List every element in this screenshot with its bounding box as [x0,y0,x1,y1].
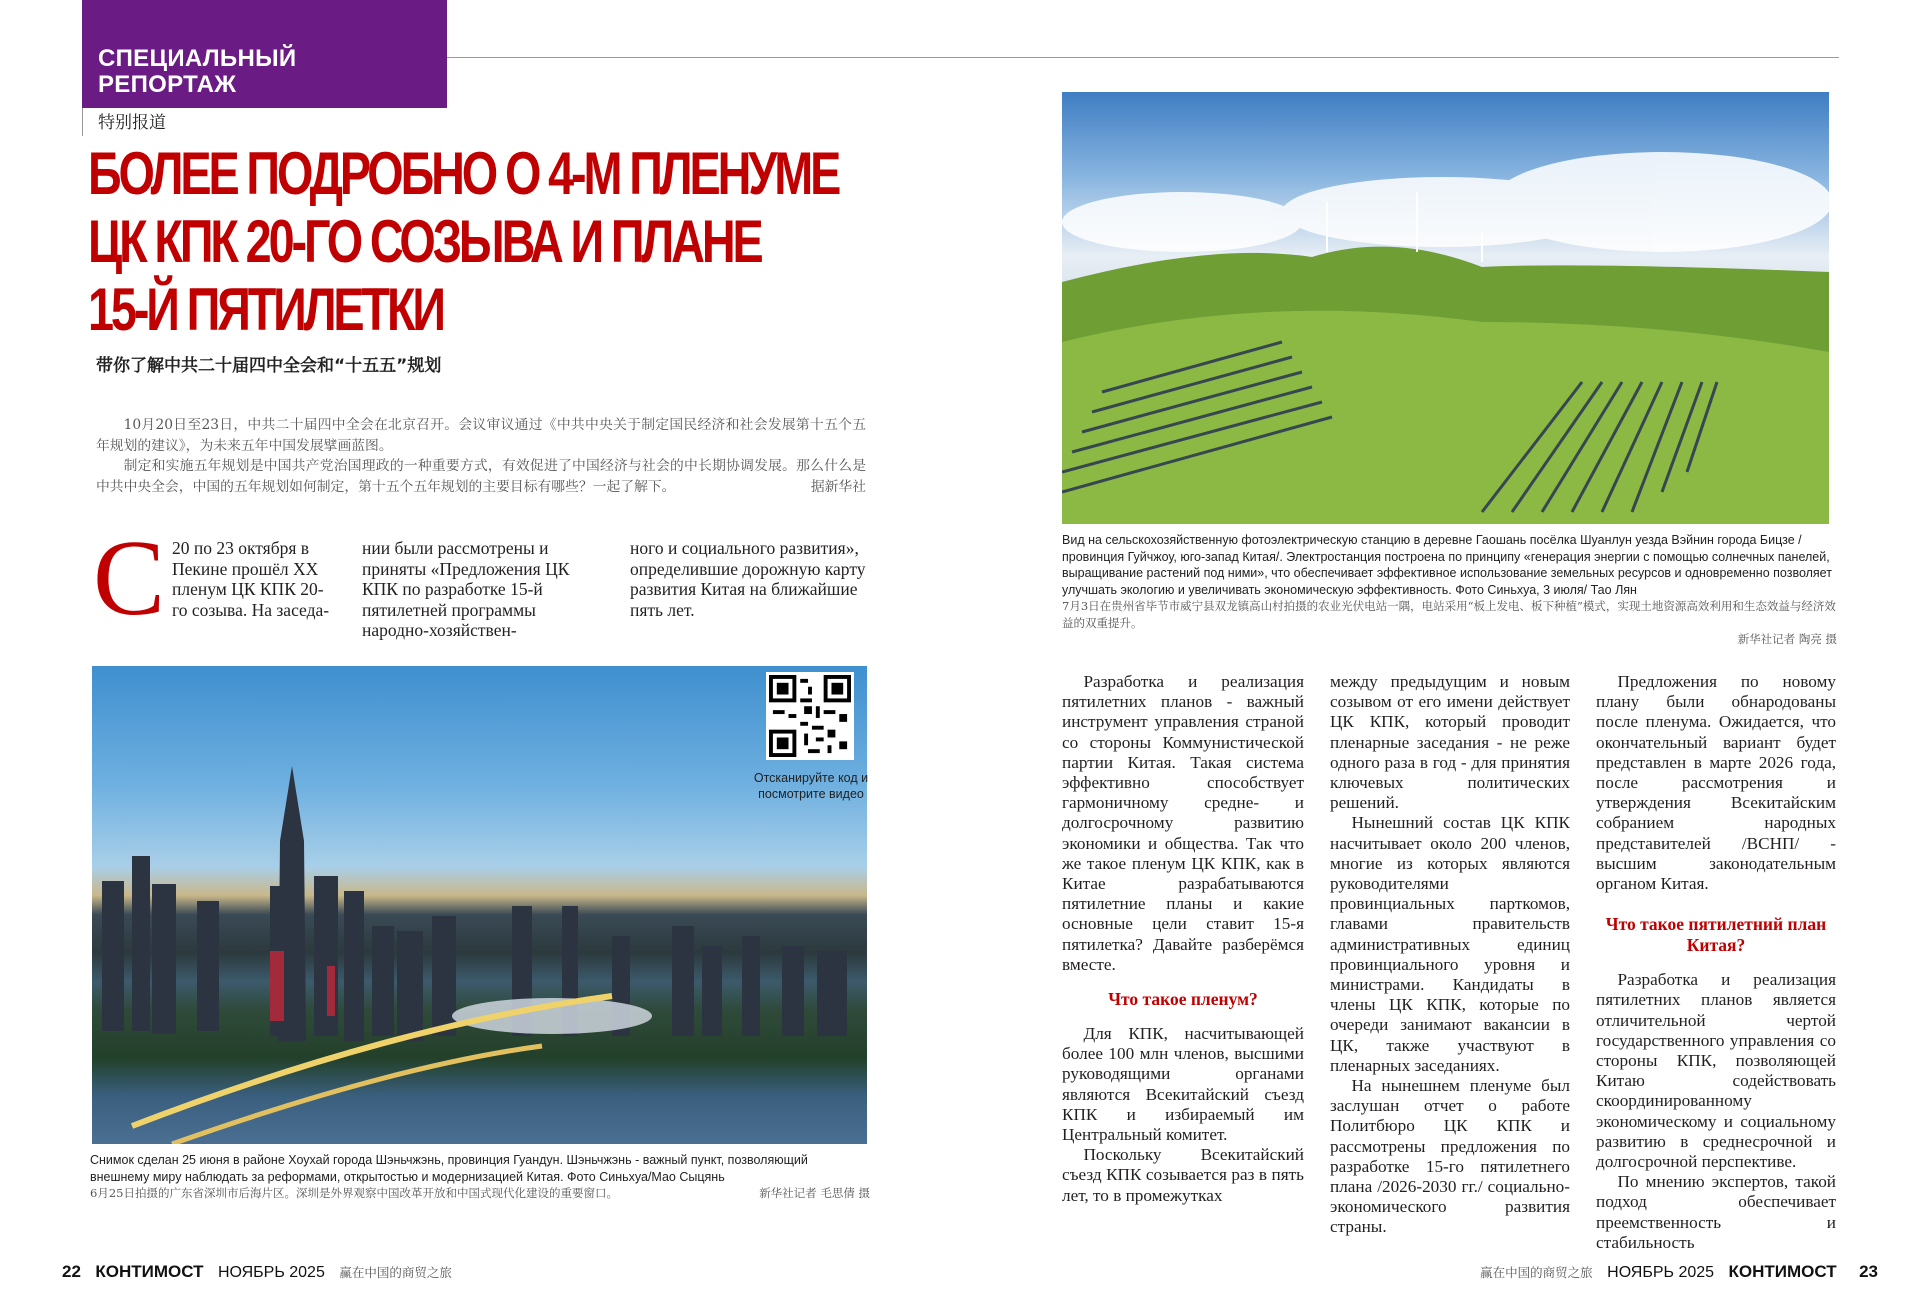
page-number: 22 [62,1262,81,1281]
lead-column-3: ного и социального развития», определившие дорожную карту развития Китая на ближайшие пять лет. [630,538,866,620]
section-label [98,46,296,98]
intro-cn-paragraph: 10月20日至23日，中共二十届四中全会在北京召开。会议审议通过《中共中央关于制定国民经济和社会发展第十五个五年规划的建议》，为未来五年中国发展擘画蓝图。 [96,417,866,454]
body-paragraph: Разработка и реализация пятилетних планов - важный инструмент управления страной со стороны Коммунистической партии Китая. Такая система эффективно способствует гармоничному средне- и долгосрочному развитию экономики и общества. Так что же такое пленум ЦК КПК, как в Китае разрабатываются пятилетние планы и какие основные цели ставит 15-я пятилетка? Давайте разберёмся вместе. [1062,672,1304,974]
intro-cn-text: 制定和实施五年规划是中国共产党治国理政的一种重要方式，有效促进了中国经济与社会的中长期协调发展。那么什么是中共中央全会，中国的五年规划如何制定，第十五个五年规划的主要目标有哪些？一起了解下。 [96,458,866,495]
body-column-1 [1062,672,1304,1206]
body-paragraph: между предыдущим и новым созывом от его имени действует ЦК КПК, который проводит пленарные заседания - не реже одного раза в год - для принятия ключевых политических решений. [1330,672,1570,813]
intro-cn [96,415,866,497]
body-paragraph: Разработка и реализация пятилетних планов является отличительной чертой государственного управления со стороны КПК, позволяющей Китаю содействовать скоординированному экономическому и социальному развитию в среднесрочной и долгосрочной перспективе. [1596,970,1836,1172]
qr-code[interactable] [766,672,854,760]
headline-line: ЦК КПК 20-ГО СОЗЫВА И ПЛАНЕ [88,208,761,275]
caption-ru: Вид на сельскохозяйственную фотоэлектрическую станцию в деревне Гаошань посёлка Шуанлун уезда Вэйнин города Бицзе /провинция Гуйчжоу, юго-запад Китая/. Электростанция построена по принципу «генерация энергии с помощью солнечных панелей, выращивание растений под ними», что обеспечивает эффективное использование земельных ресурсов и одновременно позволяет улучшать экологию и увеличивать экономическую эффективность. Фото Синьхуа, 3 июля/ Тао Лян [1062,533,1832,597]
photo-left-caption [90,1152,870,1202]
body-paragraph: На нынешнем пленуме был заслушан отчет о работе Политбюро ЦК КПК и рассмотрены предложения по разработке 15-го пятилетнего плана /2026-2030 гг./ социально-экономического развития страны. [1330,1076,1570,1237]
lead-column-2: нии были рассмотрены и приняты «Предложения ЦК КПК по разработке 15-й пятилетней программы народно-хозяйствен- [362,538,570,640]
section-divider [82,108,83,136]
caption-cn [90,1185,870,1202]
magazine-brand: КОНТИМОСТ [1728,1262,1837,1281]
body-paragraph: Нынешний состав ЦК КПК насчитывает около 200 членов, многие из которых являются руководителями провинциальных парткомов, главами правительств административных единиц провинциального уровня и министрами. Кандидаты в члены ЦК КПК, которые по очереди занимают вакансии в ЦК, также участвуют в пленарных заседаниях. [1330,813,1570,1075]
body-paragraph: По мнению экспертов, такой подход обеспечивает преемственность и стабильность [1596,1172,1836,1252]
headline-line: БОЛЕЕ ПОДРОБНО О 4-М ПЛЕНУМЕ [88,140,839,207]
intro-source: 据新华社 [810,478,866,495]
slogan-cn: 赢在中国的商贸之旅 [1480,1265,1593,1280]
section-label-line1: СПЕЦИАЛЬНЫЙ [98,45,297,72]
body-paragraph: Предложения по новому плану были обнародованы после пленума. Ожидается, что окончательный вариант будет представлен в марте 2026 года, после рассмотрения и утверждения Всекитайским собранием народных представителей /ВСНП/ - высшим законодательным органом Китая. [1596,672,1836,894]
solar-farm-illustration [1062,92,1829,524]
photo-shenzhen-skyline [92,666,867,1144]
body-column-3 [1596,672,1836,1253]
section-label-cn: 特别报道 [98,113,166,133]
subheading: Что такое пленум? [1108,989,1258,1010]
headline [88,140,839,344]
headline-line: 15-Й ПЯТИЛЕТКИ [88,276,443,343]
issue-date: НОЯБРЬ 2025 [1607,1264,1715,1281]
drop-cap: С [93,519,166,638]
photo-solar-farm [1062,92,1829,524]
body-column-2 [1330,672,1570,1238]
slogan-cn: 赢在中国的商贸之旅 [339,1265,452,1280]
photo-credit: 新华社记者 陶亮 摄 [1737,632,1837,646]
photo-credit: 新华社记者 毛思倩 摄 [759,1186,870,1200]
subtitle-cn: 带你了解中共二十届四中全会和“十五五”规划 [96,356,442,376]
subheading: Что такое пятилетний план Китая? [1605,914,1827,956]
body-paragraph: Для КПК, насчитывающей более 100 млн членов, высшими руководящими органами являются Всекитайский съезд КПК и избираемый им Центральный комитет. [1062,1024,1304,1145]
caption-ru: Снимок сделан 25 июня в районе Хоухай города Шэньчжэнь, провинция Гуандун. Шэньчжэнь - важный пункт, позволяющий внешнему миру наблюдать за реформами, открытостью и модернизацией Китая. Фото Синьхуа/Мао Сыцянь [90,1153,808,1184]
caption-cn-text: 6月25日拍摄的广东省深圳市后海片区。深圳是外界观察中国改革开放和中国式现代化建设的重要窗口。 [90,1186,618,1200]
body-paragraph: Поскольку Всекитайский съезд КПК созывается раз в пять лет, то в промежутках [1062,1145,1304,1205]
page-number: 23 [1859,1262,1878,1281]
lead-column-1: 20 по 23 октября в Пекине прошёл XX пленум ЦК КПК 20-го созыва. На заседа- [172,538,330,620]
section-label-line2: РЕПОРТАЖ [98,71,237,98]
qr-label: Отсканируйте код и посмотрите видео [753,771,869,801]
caption-cn: 7月3日在贵州省毕节市威宁县双龙镇高山村拍摄的农业光伏电站一隅，电站采用“板上发电、板下种植”模式，实现土地资源高效利用和生态效益与经济效益的双重提升。 [1062,599,1836,630]
header-rule [447,57,1839,58]
qr-code-icon [769,675,851,757]
magazine-brand: КОНТИМОСТ [95,1262,204,1281]
photo-right-caption [1062,532,1837,648]
skyline-illustration [92,666,867,1144]
footer-right [1480,1262,1878,1283]
issue-date: НОЯБРЬ 2025 [217,1264,325,1281]
section-tab [82,0,447,108]
intro-cn-paragraph [96,456,866,497]
footer-left [62,1262,452,1283]
